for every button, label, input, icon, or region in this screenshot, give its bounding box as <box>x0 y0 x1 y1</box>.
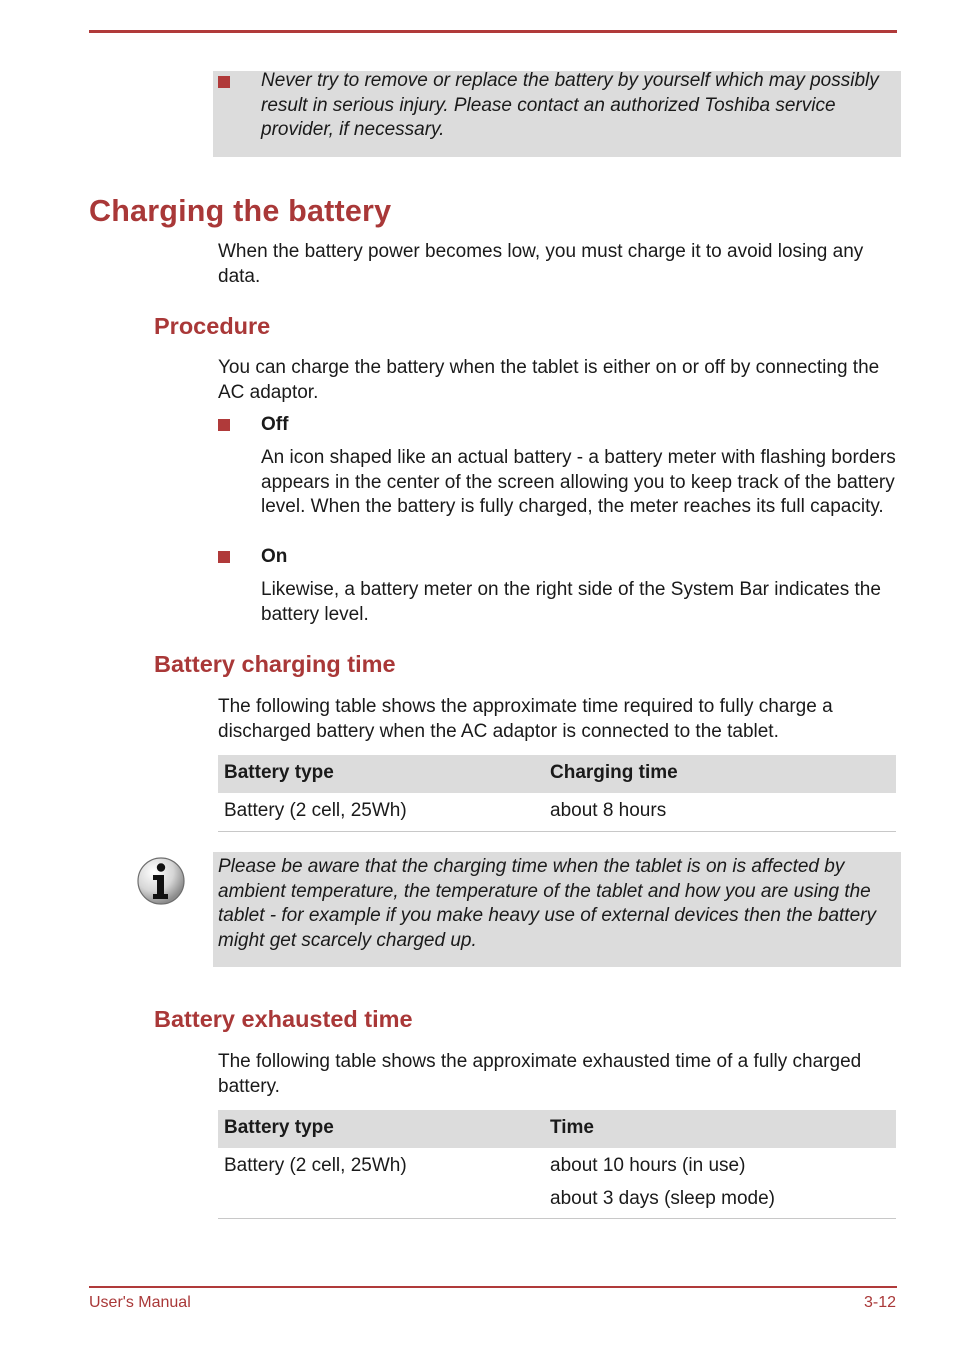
charging-time-paragraph: The following table shows the approximate time required to fully charge a discharged battery when the AC adaptor is connected to the tablet. <box>218 696 833 742</box>
table-cell: Battery (2 cell, 25Wh) <box>224 1155 407 1176</box>
exhausted-time-heading: Battery exhausted time <box>154 1006 413 1032</box>
charging-time-table <box>218 755 896 832</box>
table-row <box>218 1148 896 1219</box>
bullet-square-icon <box>218 551 230 563</box>
note-callout <box>213 852 901 967</box>
section-title: Charging the battery <box>89 194 392 228</box>
bullet-label-on: On <box>261 546 288 567</box>
footer-page-number: 3-12 <box>863 1294 896 1311</box>
table-header-cell: Charging time <box>550 762 678 783</box>
bullet-label-off: Off <box>261 414 289 435</box>
table-header-row <box>218 755 896 793</box>
procedure-heading: Procedure <box>154 313 271 339</box>
table-cell: about 3 days (sleep mode) <box>550 1188 775 1209</box>
intro-paragraph: When the battery power becomes low, you must charge it to avoid losing any data. <box>218 241 864 287</box>
procedure-paragraph: You can charge the battery when the tablet is either on or off by connecting the AC adaptor. <box>218 357 880 403</box>
bullet-text-on: Likewise, a battery meter on the right side of the System Bar indicates the battery level. <box>261 579 881 625</box>
table-cell: about 10 hours (in use) <box>550 1155 746 1176</box>
bullet-square-icon <box>218 76 230 88</box>
exhausted-time-table <box>218 1110 896 1219</box>
table-header-cell: Battery type <box>224 1117 334 1138</box>
table-header-row <box>218 1110 896 1148</box>
charging-time-heading: Battery charging time <box>154 651 396 677</box>
table-header-cell: Battery type <box>224 762 334 783</box>
bullet-text-off: An icon shaped like an actual battery - a battery meter with flashing borders appears in the center of the screen allowing you to keep track of the battery level. When the battery is fully charged, the meter reaches its full capacity. <box>261 447 896 517</box>
table-cell: Battery (2 cell, 25Wh) <box>224 800 407 821</box>
exhausted-time-paragraph: The following table shows the approximate exhausted time of a fully charged battery. <box>218 1051 862 1097</box>
header-rule <box>89 30 897 33</box>
table-row <box>218 793 896 832</box>
warning-callout <box>213 71 901 157</box>
warning-text: Never try to remove or replace the battery by yourself which may possibly result in serious injury. Please contact an authorized Toshiba service provider, if necessary. <box>261 70 879 140</box>
table-cell: about 8 hours <box>550 800 667 821</box>
bullet-square-icon <box>218 419 230 431</box>
note-text: Please be aware that the charging time when the tablet is on is affected by ambient temperature, the temperature of the tablet and how you are using the tablet - for example if you make heavy use of external devices then the battery might get scarcely charged up. <box>218 856 876 951</box>
footer-rule <box>89 1286 897 1288</box>
info-icon <box>136 856 186 906</box>
footer-manual-label: User's Manual <box>89 1294 191 1311</box>
table-header-cell: Time <box>550 1117 595 1138</box>
